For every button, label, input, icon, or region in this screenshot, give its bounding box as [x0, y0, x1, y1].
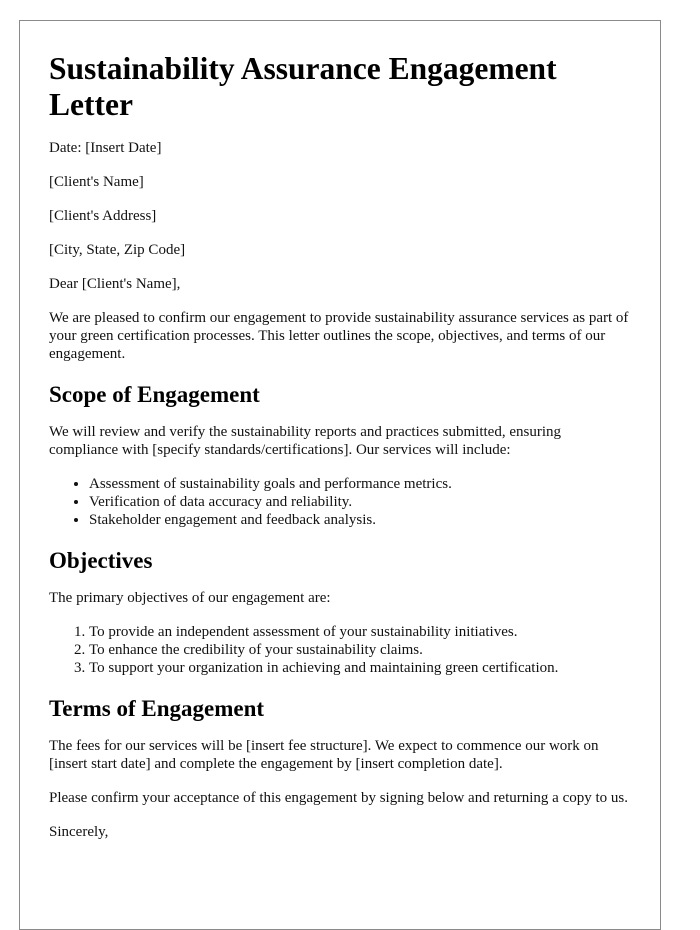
objectives-list-item: 2. To enhance the credibility of your sustainability claims. [89, 641, 631, 659]
scope-heading: Scope of Engagement [49, 382, 260, 407]
letter-title: Sustainability Assurance Engagement Letter [49, 51, 557, 122]
objectives-heading: Objectives [49, 548, 153, 573]
objectives-list [49, 623, 631, 677]
objectives-list-item: 3. To support your organization in achieving and maintaining green certification. [89, 659, 631, 677]
scope-list-item: • Assessment of sustainability goals and performance metrics. [89, 475, 631, 493]
city-state-zip: [City, State, Zip Code] [49, 242, 186, 258]
intro-paragraph: We are pleased to confirm our engagement to provide sustainability assurance services as part of your green certification processes. This letter outlines the scope, objectives, and terms of our engagement. [49, 310, 629, 362]
letter-page [19, 20, 661, 930]
client-name: [Client's Name] [49, 174, 144, 190]
scope-list-item: • Stakeholder engagement and feedback analysis. [89, 511, 631, 529]
scope-paragraph: We will review and verify the sustainability reports and practices submitted, ensuring compliance with [specify standards/certifications]. Our services will include: [49, 424, 561, 458]
date-line: Date: [Insert Date] [49, 140, 162, 156]
scope-list-item: • Verification of data accuracy and reliability. [89, 493, 631, 511]
objectives-list-item: 1. To provide an independent assessment of your sustainability initiatives. [89, 623, 631, 641]
objectives-paragraph: The primary objectives of our engagement are: [49, 590, 331, 606]
terms-paragraph: The fees for our services will be [insert fee structure]. We expect to commence our work on [insert start date] and complete the engagement by [insert completion date]. [49, 738, 599, 772]
scope-list [49, 475, 631, 529]
salutation: Dear [Client's Name], [49, 276, 181, 292]
client-address: [Client's Address] [49, 208, 157, 224]
closing: Sincerely, [49, 824, 109, 840]
terms-heading: Terms of Engagement [49, 696, 265, 721]
confirm-paragraph: Please confirm your acceptance of this engagement by signing below and returning a copy to us. [49, 790, 628, 806]
